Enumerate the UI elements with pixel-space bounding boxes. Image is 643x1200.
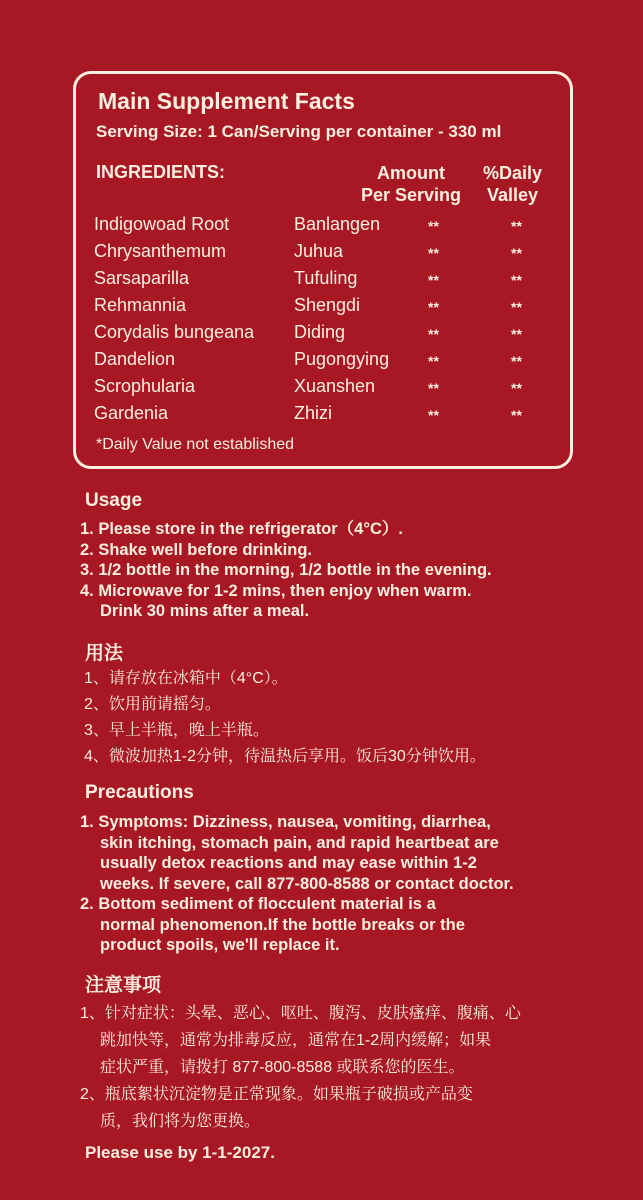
precautions-zh-heading: 注意事项 bbox=[85, 975, 162, 996]
list-item bbox=[80, 833, 514, 854]
ingredient-daily-value: ** bbox=[511, 407, 522, 423]
ingredient-daily-value: ** bbox=[511, 218, 522, 234]
list-item-continuation: Drink 30 mins after a meal. bbox=[100, 602, 310, 620]
ingredient-name: Dandelion bbox=[94, 349, 176, 369]
list-item-continuation: 跳加快等，通常为排毒反应，通常在1-2周内缓解；如果 bbox=[100, 1032, 492, 1049]
ingredient-name: Chrysanthemum bbox=[94, 241, 227, 261]
ingredient-row bbox=[76, 376, 570, 403]
daily-value-header bbox=[483, 162, 542, 206]
list-item: 2、饮用前请摇匀。 bbox=[84, 696, 221, 713]
ingredient-amount: ** bbox=[428, 326, 439, 342]
ingredient-amount: ** bbox=[428, 218, 439, 234]
daily-header-line1: %Daily bbox=[483, 163, 543, 183]
ingredient-pinyin: Xuanshen bbox=[294, 376, 376, 396]
usage-list bbox=[80, 519, 492, 622]
ingredient-daily-value: ** bbox=[511, 299, 522, 315]
ingredient-amount: ** bbox=[428, 245, 439, 261]
ingredient-pinyin: Shengdi bbox=[294, 295, 361, 315]
ingredient-pinyin: Juhua bbox=[294, 241, 344, 261]
ingredient-amount: ** bbox=[428, 380, 439, 396]
ingredient-name: Gardenia bbox=[94, 403, 169, 423]
list-item bbox=[80, 874, 514, 895]
list-item-continuation: usually detox reactions and may ease within 1-2 bbox=[100, 854, 477, 872]
ingredient-row bbox=[76, 214, 570, 241]
serving-size: Serving Size: 1 Can/Serving per container - 330 ml bbox=[96, 122, 502, 141]
list-item bbox=[80, 935, 514, 956]
list-item: 1、针对症状：头晕、恶心、呕吐、腹泻、皮肤瘙痒、腹痛、心 bbox=[80, 1005, 521, 1022]
ingredient-row bbox=[76, 403, 570, 430]
ingredient-daily-value: ** bbox=[511, 326, 522, 342]
list-item bbox=[80, 1108, 521, 1135]
ingredient-daily-value: ** bbox=[511, 353, 522, 369]
ingredient-name: Indigowoad Root bbox=[94, 214, 230, 234]
list-item: 2、瓶底絮状沉淀物是正常现象。如果瓶子破损或产品变 bbox=[80, 1086, 473, 1103]
amount-header-line1: Amount bbox=[377, 163, 446, 183]
amount-header bbox=[361, 162, 461, 206]
list-item bbox=[80, 853, 514, 874]
list-item bbox=[80, 1027, 521, 1054]
precautions-heading: Precautions bbox=[85, 782, 194, 803]
facts-title: Main Supplement Facts bbox=[98, 88, 355, 114]
list-item-continuation: weeks. If severe, call 877-800-8588 or contact doctor. bbox=[100, 874, 514, 893]
ingredient-daily-value: ** bbox=[511, 245, 522, 261]
use-by-date: Please use by 1-1-2027. bbox=[85, 1143, 275, 1162]
list-item-continuation: 质，我们将为您更换。 bbox=[100, 1113, 261, 1130]
list-item: 4. Microwave for 1-2 mins, then enjoy when warm. bbox=[80, 581, 472, 600]
daily-header-line2: Valley bbox=[486, 185, 539, 205]
ingredients-header: INGREDIENTS: bbox=[96, 162, 226, 182]
daily-value-note: *Daily Value not established bbox=[96, 436, 295, 453]
list-item-continuation: product spoils, we'll replace it. bbox=[100, 936, 340, 954]
ingredient-pinyin: Tufuling bbox=[294, 268, 358, 288]
ingredient-row bbox=[76, 241, 570, 268]
list-item: 3. 1/2 bottle in the morning, 1/2 bottle in the evening. bbox=[80, 561, 492, 579]
list-item-continuation: 症状严重，请拨打 877-800-8588 或联系您的医生。 bbox=[100, 1059, 465, 1076]
list-item bbox=[80, 915, 514, 936]
ingredient-name: Sarsaparilla bbox=[94, 268, 190, 288]
list-item: 1. Please store in the refrigerator（4°C）. bbox=[80, 520, 403, 538]
usage-zh-heading: 用法 bbox=[85, 643, 124, 664]
supplement-facts-panel bbox=[73, 71, 573, 469]
ingredient-amount: ** bbox=[428, 299, 439, 315]
ingredient-daily-value: ** bbox=[511, 380, 522, 396]
ingredient-name: Rehmannia bbox=[94, 295, 187, 315]
list-item: 3、早上半瓶，晚上半瓶。 bbox=[84, 722, 269, 739]
ingredient-name: Scrophularia bbox=[94, 376, 196, 396]
usage-zh-list bbox=[84, 666, 486, 770]
list-item: 2. Bottom sediment of flocculent material is a bbox=[80, 895, 436, 913]
ingredient-name: Corydalis bungeana bbox=[94, 322, 255, 342]
list-item-continuation: skin itching, stomach pain, and rapid heartbeat are bbox=[100, 833, 499, 852]
ingredient-row bbox=[76, 322, 570, 349]
ingredient-daily-value: ** bbox=[511, 272, 522, 288]
ingredient-row bbox=[76, 349, 570, 376]
precautions-zh-list bbox=[80, 1000, 521, 1135]
list-item: 1. Symptoms: Dizziness, nausea, vomiting, diarrhea, bbox=[80, 813, 491, 831]
ingredient-pinyin: Pugongying bbox=[294, 349, 390, 369]
ingredient-pinyin: Zhizi bbox=[294, 403, 333, 423]
list-item: 4、微波加热1-2分钟，待温热后享用。饭后30分钟饮用。 bbox=[84, 748, 486, 765]
ingredient-row bbox=[76, 295, 570, 322]
ingredient-pinyin: Banlangen bbox=[294, 214, 381, 234]
usage-heading: Usage bbox=[85, 490, 143, 511]
list-item: 2. Shake well before drinking. bbox=[80, 540, 312, 559]
ingredient-pinyin: Diding bbox=[294, 322, 346, 342]
amount-header-line2: Per Serving bbox=[361, 185, 462, 205]
list-item bbox=[80, 601, 492, 622]
ingredient-amount: ** bbox=[428, 407, 439, 423]
ingredient-amount: ** bbox=[428, 272, 439, 288]
list-item-continuation: normal phenomenon.If the bottle breaks or the bbox=[100, 915, 465, 934]
list-item: 1、请存放在冰箱中（4°C）。 bbox=[84, 670, 288, 687]
precautions-list bbox=[80, 812, 514, 956]
ingredient-amount: ** bbox=[428, 353, 439, 369]
ingredient-row bbox=[76, 268, 570, 295]
list-item bbox=[80, 1054, 521, 1081]
